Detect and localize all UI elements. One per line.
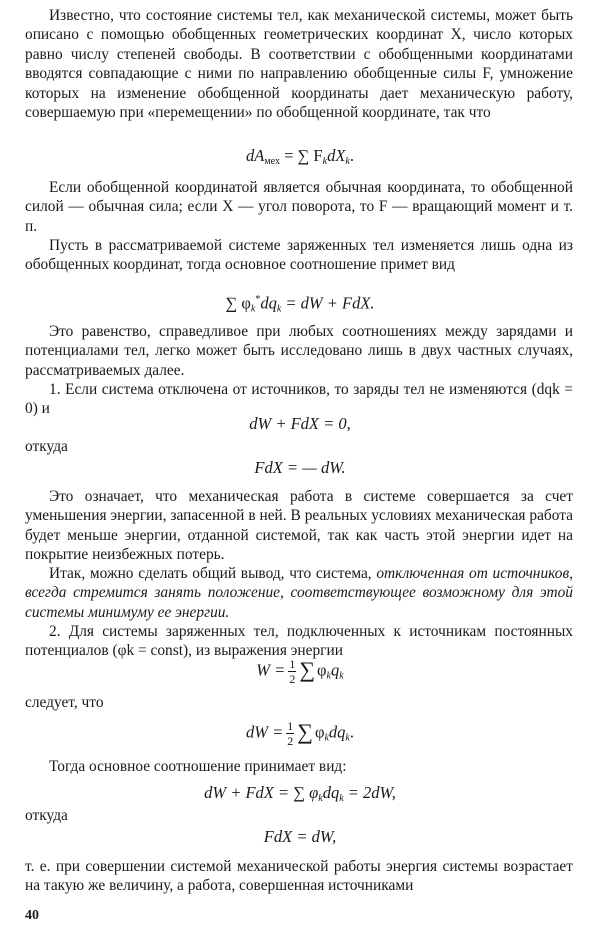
conclusion-italic: отключенная от источников, всегда стремится занять положение, соответствующее возможному для этой системы минимуму ее энергии. <box>25 565 573 621</box>
paragraph-meaning: Это означает, что механическая работа в системе совершается за счет уменьшения энергии, запасенной в ней. В реальных условиях механическая работа будет меньше энергии, отданной системой, так как часть этой энергии идет на покрытие неизбежных потерь. <box>25 488 573 564</box>
formula-case1-b: FdX = — dW. <box>254 458 346 477</box>
page-number: 40 <box>25 908 39 923</box>
word-sleduet: следует, что <box>25 694 104 711</box>
paragraph-equality: Это равенство, справедливое при любых соотношениях между зарядами и потенциалами тел, легко может быть исследовано лишь в двух частных случаях, рассматриваемых далее. <box>25 323 573 379</box>
formula-case2-b: FdX = dW, <box>263 827 337 846</box>
formula-case2-a: dW + FdX = ∑ $\varphi_kdq_k = 2dW$, <box>204 783 396 804</box>
formula-energy-differential: dW = $\frac{1}{2}$ ∑ $\varphi_kdq_k$. <box>245 719 354 748</box>
paragraph-intro: Известно, что состояние системы тел, как механической системы, может быть описано с помощью обобщенных геометрических координат X, число которых равно числу степеней свободы. В соответствии с обобщенными координатами вводятся совпадающие с ними по направлению обобщенные силы F, умножение которых на изменение обобщенной координаты дает механическую работу, совершаемую при «перемещении» по обобщенной координате, так что <box>25 7 573 122</box>
paragraph-generalized-force: Если обобщенной координатой является обычная координата, то обобщенной силой — обычная сила; если X — угол поворота, то F — вращающий момент и т. п. <box>25 179 573 235</box>
word-otkuda-1: откуда <box>25 438 68 455</box>
formula-main-relation: ∑ $\varphi_k^*dq_k$ = dW + FdX. <box>225 293 375 315</box>
formula-case1-a: dW + FdX = 0, <box>249 414 351 433</box>
paragraph-main-relation: Тогда основное соотношение принимает вид: <box>49 758 347 775</box>
formula-energy: W = $\frac{1}{2}$ ∑ $\varphi_kq_k$ <box>256 657 344 686</box>
paragraph-final: т. е. при совершении системой механической работы энергия системы возрастает на такую же величину, а работа, совершенная источниками <box>25 858 573 895</box>
paragraph-one-coordinate: Пусть в рассматриваемой системе заряженных тел изменяется лишь одна из обобщенных координат, тогда основное соотношение примет вид <box>25 237 573 274</box>
formula-work: $dA_{мех}$ = ∑ $F_kdX_k$. <box>246 146 354 167</box>
paragraph-case-2: 2. Для системы заряженных тел, подключенных к источникам постоянных потенциалов (φk = const), из выражения энергии <box>25 623 573 660</box>
paragraph-conclusion: Итак, можно сделать общий вывод, что система, отключенная от источников, всегда стремится занять положение, соответствующее возможному для этой системы минимуму ее энергии. <box>25 565 573 621</box>
word-otkuda-2: откуда <box>25 807 68 824</box>
paragraph-case-1: 1. Если система отключена от источников, то заряды тел не изменяются (dqk = 0) и <box>25 381 573 418</box>
